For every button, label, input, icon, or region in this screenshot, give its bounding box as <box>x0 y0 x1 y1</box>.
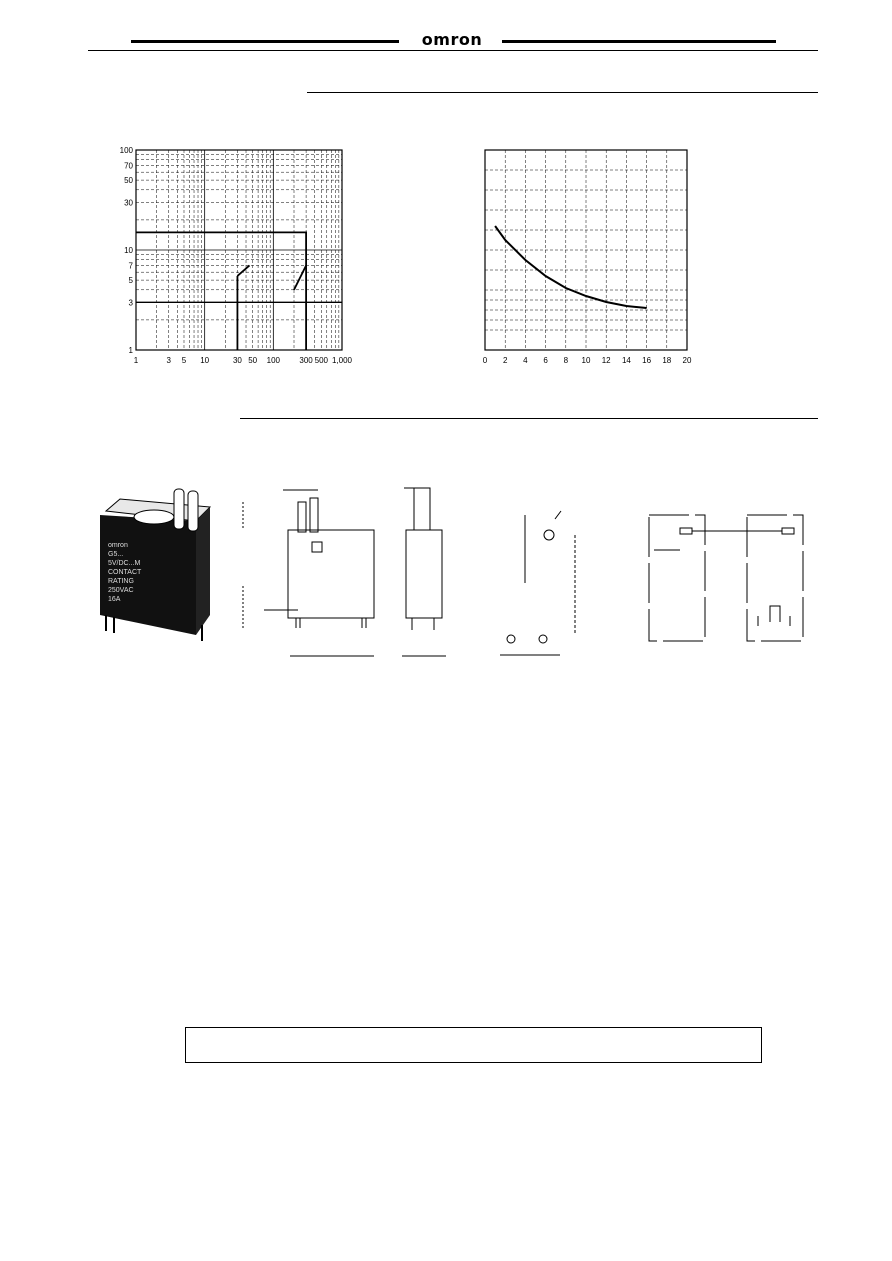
chart1-y-tick-label: 1 <box>128 346 133 355</box>
chart1-y-tick-label: 3 <box>128 298 133 308</box>
chart-linear-curve <box>475 140 700 370</box>
product-label-line: 250VAC <box>108 587 134 594</box>
mounting-holes-drawing <box>495 505 585 665</box>
chart2-x-ticks <box>483 356 692 365</box>
terminal-arrangement-drawing <box>640 510 810 650</box>
chart2-series <box>495 226 646 308</box>
page-top-rule <box>88 50 818 51</box>
header-rule-right <box>502 40 776 43</box>
product-label-line: G5... <box>108 551 124 558</box>
chart1-y-tick-label: 10 <box>124 246 133 255</box>
chart1-grid <box>136 150 342 350</box>
chart1-y-tick-label: 7 <box>128 261 133 271</box>
chart1-x-tick-label: 1,000 <box>331 356 353 365</box>
chart1-x-tick-label: 5 <box>181 356 187 365</box>
product-label-line: RATING <box>108 578 134 585</box>
header-rule-left <box>131 40 399 43</box>
chart1-x-tick-label: 100 <box>266 356 281 365</box>
chart1-x-tick-label: 50 <box>248 356 258 365</box>
chart2-x-tick-label: 8 <box>563 356 569 365</box>
chart2-x-tick-label: 20 <box>682 356 692 365</box>
chart2-x-tick-label: 10 <box>581 356 591 365</box>
chart2-x-tick-label: 18 <box>662 356 672 365</box>
note-box <box>185 1027 762 1063</box>
chart1-x-tick-label: 500 <box>314 356 329 365</box>
chart2-x-tick-label: 2 <box>502 356 508 365</box>
chart1-y-ticks <box>120 146 134 355</box>
chart-log-log <box>110 140 360 370</box>
chart1-y-tick-label: 30 <box>124 198 133 208</box>
product-label-line: omron <box>108 542 128 549</box>
chart1-x-tick-label: 300 <box>299 356 313 365</box>
chart1-x-tick-label: 1 <box>133 356 139 365</box>
front-view-drawing <box>238 468 383 663</box>
chart1-x-ticks <box>134 356 353 365</box>
chart1-x-tick-label: 3 <box>166 356 171 365</box>
chart2-x-tick-label: 14 <box>621 356 631 365</box>
chart1-series-line <box>237 265 249 275</box>
chart1-x-tick-label: 30 <box>232 356 242 365</box>
chart1-y-tick-label: 5 <box>128 276 133 286</box>
chart1-y-tick-label: 100 <box>119 146 133 155</box>
product-label-line: 5V/DC...M <box>108 560 141 567</box>
side-view-drawing <box>398 482 453 662</box>
product-label-line: CONTACT <box>108 569 142 576</box>
relay-product-image <box>92 485 222 645</box>
chart2-x-tick-label: 4 <box>523 356 528 365</box>
chart1-x-tick-label: 10 <box>200 356 210 365</box>
chart2-x-tick-label: 12 <box>601 356 611 365</box>
chart2-series-curve <box>495 226 646 308</box>
section-rule-characteristics <box>307 92 818 93</box>
omron-logo: omron <box>421 30 483 49</box>
chart2-x-tick-label: 6 <box>543 356 548 365</box>
chart2-x-tick-label: 16 <box>642 356 652 365</box>
chart2-x-tick-label: 0 <box>482 356 488 365</box>
product-label-line: 16A <box>108 596 121 603</box>
section-rule-dimensions <box>240 418 818 419</box>
chart1-y-tick-label: 70 <box>124 161 133 171</box>
chart1-y-tick-label: 50 <box>124 176 133 186</box>
chart1-series-line <box>294 265 306 289</box>
